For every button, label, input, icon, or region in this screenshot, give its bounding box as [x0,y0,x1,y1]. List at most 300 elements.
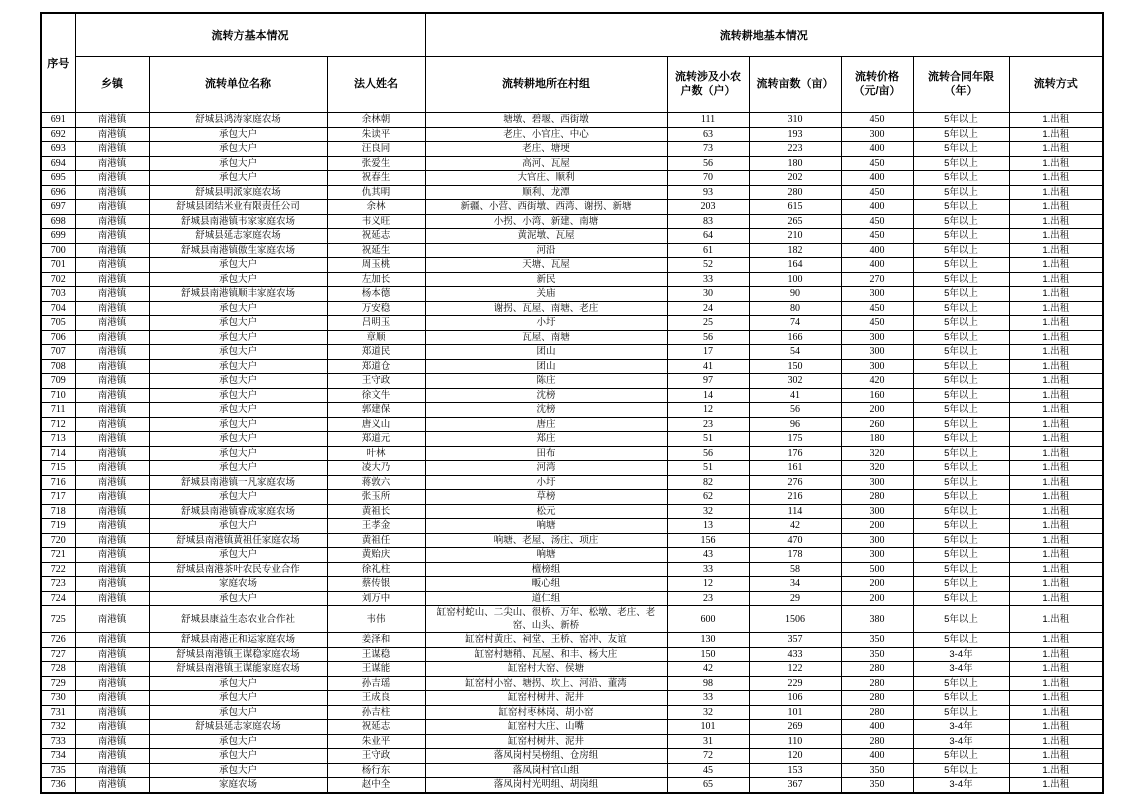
cell-villages: 团山 [425,359,667,374]
cell-mu: 96 [749,417,841,432]
cell-term: 5年以上 [913,705,1009,720]
cell-method: 1.出租 [1009,171,1103,186]
cell-town: 南港镇 [75,676,149,691]
cell-price: 320 [841,446,913,461]
cell-unit-name: 承包大户 [149,519,327,534]
cell-method: 1.出租 [1009,272,1103,287]
cell-households: 17 [667,345,749,360]
cell-serial-no: 703 [41,287,75,302]
cell-serial-no: 723 [41,577,75,592]
cell-villages: 大官庄、顺利 [425,171,667,186]
cell-price: 400 [841,720,913,735]
cell-serial-no: 728 [41,662,75,677]
cell-households: 32 [667,705,749,720]
cell-mu: 223 [749,142,841,157]
cell-term: 5年以上 [913,127,1009,142]
cell-method: 1.出租 [1009,113,1103,128]
cell-price: 450 [841,156,913,171]
table-row [41,504,1103,519]
cell-unit-name: 承包大户 [149,749,327,764]
cell-price: 280 [841,662,913,677]
cell-mu: 34 [749,577,841,592]
cell-town: 南港镇 [75,200,149,215]
cell-mu: 56 [749,403,841,418]
cell-villages: 关庙 [425,287,667,302]
cell-term: 3-4年 [913,734,1009,749]
cell-price: 300 [841,287,913,302]
cell-households: 82 [667,475,749,490]
cell-legal-person: 祝延志 [327,229,425,244]
cell-households: 56 [667,156,749,171]
cell-term: 3-4年 [913,720,1009,735]
cell-term: 5年以上 [913,156,1009,171]
cell-unit-name: 承包大户 [149,691,327,706]
table-row [41,330,1103,345]
cell-town: 南港镇 [75,734,149,749]
cell-villages: 小圩 [425,316,667,331]
cell-term: 5年以上 [913,446,1009,461]
cell-legal-person: 郑道民 [327,345,425,360]
cell-unit-name: 承包大户 [149,734,327,749]
cell-households: 64 [667,229,749,244]
cell-legal-person: 余林 [327,200,425,215]
cell-legal-person: 姜泽和 [327,633,425,648]
cell-price: 350 [841,647,913,662]
cell-legal-person: 朱业平 [327,734,425,749]
cell-legal-person: 孙吉瑶 [327,676,425,691]
cell-serial-no: 716 [41,475,75,490]
cell-term: 5年以上 [913,200,1009,215]
cell-households: 600 [667,606,749,633]
cell-mu: 164 [749,258,841,273]
cell-serial-no: 694 [41,156,75,171]
cell-mu: 216 [749,490,841,505]
cell-town: 南港镇 [75,577,149,592]
cell-method: 1.出租 [1009,606,1103,633]
cell-villages: 落凤岗村官山组 [425,763,667,778]
cell-villages: 落凤岗村光明组、胡岗组 [425,778,667,793]
cell-term: 3-4年 [913,778,1009,793]
cell-town: 南港镇 [75,359,149,374]
cell-method: 1.出租 [1009,127,1103,142]
cell-term: 5年以上 [913,388,1009,403]
cell-mu: 229 [749,676,841,691]
table-row [41,446,1103,461]
table-row [41,591,1103,606]
cell-households: 111 [667,113,749,128]
cell-households: 97 [667,374,749,389]
table-row [41,577,1103,592]
cell-households: 24 [667,301,749,316]
cell-price: 180 [841,432,913,447]
cell-price: 300 [841,475,913,490]
cell-serial-no: 717 [41,490,75,505]
cell-serial-no: 708 [41,359,75,374]
cell-villages: 老庄、小官庄、中心 [425,127,667,142]
cell-villages: 瓦屋、南塘 [425,330,667,345]
table-row [41,142,1103,157]
cell-households: 42 [667,662,749,677]
cell-legal-person: 章顺 [327,330,425,345]
cell-method: 1.出租 [1009,142,1103,157]
cell-price: 280 [841,705,913,720]
cell-villages: 落凤岗村吴榜组、仓房组 [425,749,667,764]
cell-legal-person: 王成良 [327,691,425,706]
cell-households: 72 [667,749,749,764]
cell-town: 南港镇 [75,662,149,677]
cell-households: 51 [667,461,749,476]
cell-serial-no: 706 [41,330,75,345]
cell-unit-name: 承包大户 [149,316,327,331]
cell-town: 南港镇 [75,301,149,316]
table-row [41,287,1103,302]
table-row [41,113,1103,128]
cell-town: 南港镇 [75,171,149,186]
cell-serial-no: 692 [41,127,75,142]
cell-mu: 161 [749,461,841,476]
cell-unit-name: 舒城县南港镇王谋稳家庭农场 [149,647,327,662]
cell-serial-no: 702 [41,272,75,287]
cell-serial-no: 691 [41,113,75,128]
table-row [41,229,1103,244]
cell-legal-person: 王守政 [327,749,425,764]
cell-term: 5年以上 [913,301,1009,316]
cell-serial-no: 730 [41,691,75,706]
cell-price: 300 [841,548,913,563]
table-row [41,490,1103,505]
cell-legal-person: 叶林 [327,446,425,461]
cell-villages: 田布 [425,446,667,461]
cell-villages: 顺利、龙潭 [425,185,667,200]
cell-villages: 响塘 [425,519,667,534]
cell-price: 320 [841,461,913,476]
cell-legal-person: 汪良同 [327,142,425,157]
cell-method: 1.出租 [1009,749,1103,764]
header-col-town: 乡镇 [75,57,149,113]
cell-method: 1.出租 [1009,591,1103,606]
cell-price: 350 [841,763,913,778]
cell-mu: 175 [749,432,841,447]
cell-unit-name: 承包大户 [149,548,327,563]
table-body [41,113,1103,793]
table-row [41,214,1103,229]
table-row [41,374,1103,389]
cell-villages: 高河、瓦屋 [425,156,667,171]
cell-term: 3-4年 [913,662,1009,677]
cell-households: 43 [667,548,749,563]
cell-villages: 沈榜 [425,388,667,403]
cell-town: 南港镇 [75,113,149,128]
cell-serial-no: 736 [41,778,75,793]
cell-legal-person: 祝春生 [327,171,425,186]
cell-serial-no: 714 [41,446,75,461]
table-row [41,475,1103,490]
header-col-price: 流转价格（元/亩） [841,57,913,113]
table-row [41,461,1103,476]
cell-unit-name: 舒城县南港镇韦家家庭农场 [149,214,327,229]
cell-legal-person: 杨行东 [327,763,425,778]
cell-mu: 310 [749,113,841,128]
cell-households: 130 [667,633,749,648]
cell-unit-name: 舒城县南港镇睿成家庭农场 [149,504,327,519]
cell-town: 南港镇 [75,490,149,505]
cell-price: 500 [841,562,913,577]
cell-price: 400 [841,258,913,273]
cell-town: 南港镇 [75,475,149,490]
cell-mu: 29 [749,591,841,606]
cell-legal-person: 王孝金 [327,519,425,534]
cell-legal-person: 祝延生 [327,243,425,258]
cell-legal-person: 韦伟 [327,606,425,633]
table-row [41,359,1103,374]
cell-serial-no: 695 [41,171,75,186]
cell-method: 1.出租 [1009,461,1103,476]
cell-legal-person: 刘万中 [327,591,425,606]
table-row [41,705,1103,720]
cell-unit-name: 承包大户 [149,763,327,778]
cell-method: 1.出租 [1009,432,1103,447]
cell-town: 南港镇 [75,647,149,662]
cell-legal-person: 王谋稳 [327,647,425,662]
cell-serial-no: 701 [41,258,75,273]
cell-households: 25 [667,316,749,331]
cell-legal-person: 黄祖任 [327,533,425,548]
cell-term: 5年以上 [913,577,1009,592]
cell-serial-no: 693 [41,142,75,157]
cell-term: 5年以上 [913,113,1009,128]
cell-method: 1.出租 [1009,647,1103,662]
cell-villages: 河沿 [425,243,667,258]
cell-method: 1.出租 [1009,662,1103,677]
cell-households: 61 [667,243,749,258]
cell-mu: 470 [749,533,841,548]
cell-term: 5年以上 [913,591,1009,606]
cell-town: 南港镇 [75,591,149,606]
cell-term: 5年以上 [913,214,1009,229]
cell-villages: 团山 [425,345,667,360]
table-row [41,720,1103,735]
cell-mu: 80 [749,301,841,316]
cell-price: 450 [841,229,913,244]
cell-mu: 265 [749,214,841,229]
table-row [41,388,1103,403]
cell-legal-person: 郭建保 [327,403,425,418]
cell-legal-person: 张爱生 [327,156,425,171]
cell-households: 101 [667,720,749,735]
cell-price: 450 [841,214,913,229]
cell-term: 5年以上 [913,229,1009,244]
cell-price: 280 [841,734,913,749]
cell-serial-no: 734 [41,749,75,764]
cell-households: 56 [667,446,749,461]
cell-town: 南港镇 [75,562,149,577]
cell-mu: 54 [749,345,841,360]
cell-term: 5年以上 [913,432,1009,447]
cell-price: 300 [841,533,913,548]
cell-term: 5年以上 [913,606,1009,633]
cell-villages: 缸窑村大庄、山嘴 [425,720,667,735]
cell-price: 450 [841,316,913,331]
cell-serial-no: 711 [41,403,75,418]
table-row [41,562,1103,577]
cell-households: 83 [667,214,749,229]
cell-households: 14 [667,388,749,403]
cell-serial-no: 696 [41,185,75,200]
cell-households: 56 [667,330,749,345]
cell-households: 98 [667,676,749,691]
header-columns-row [41,57,1103,113]
cell-mu: 122 [749,662,841,677]
cell-term: 5年以上 [913,359,1009,374]
cell-town: 南港镇 [75,504,149,519]
cell-method: 1.出租 [1009,258,1103,273]
cell-town: 南港镇 [75,316,149,331]
cell-price: 420 [841,374,913,389]
cell-unit-name: 承包大户 [149,171,327,186]
cell-mu: 210 [749,229,841,244]
cell-mu: 100 [749,272,841,287]
cell-term: 5年以上 [913,676,1009,691]
cell-unit-name: 舒城县鸿涛家庭农场 [149,113,327,128]
cell-villages: 响塘 [425,548,667,563]
cell-legal-person: 徐文牛 [327,388,425,403]
cell-households: 73 [667,142,749,157]
cell-method: 1.出租 [1009,720,1103,735]
cell-villages: 松元 [425,504,667,519]
cell-price: 300 [841,345,913,360]
cell-unit-name: 承包大户 [149,432,327,447]
cell-unit-name: 舒城县南港茶叶农民专业合作 [149,562,327,577]
cell-legal-person: 祝延志 [327,720,425,735]
cell-town: 南港镇 [75,214,149,229]
cell-method: 1.出租 [1009,691,1103,706]
cell-price: 160 [841,388,913,403]
cell-mu: 42 [749,519,841,534]
cell-town: 南港镇 [75,403,149,418]
cell-town: 南港镇 [75,258,149,273]
cell-households: 63 [667,127,749,142]
cell-town: 南港镇 [75,417,149,432]
cell-mu: 280 [749,185,841,200]
cell-serial-no: 700 [41,243,75,258]
cell-method: 1.出租 [1009,359,1103,374]
cell-unit-name: 承包大户 [149,374,327,389]
cell-price: 450 [841,185,913,200]
cell-households: 41 [667,359,749,374]
cell-price: 300 [841,504,913,519]
cell-term: 5年以上 [913,519,1009,534]
table-row [41,272,1103,287]
cell-town: 南港镇 [75,142,149,157]
cell-unit-name: 承包大户 [149,301,327,316]
cell-legal-person: 赵中全 [327,778,425,793]
cell-mu: 106 [749,691,841,706]
cell-mu: 166 [749,330,841,345]
cell-villages: 响塘、老屋、汤庄、项庄 [425,533,667,548]
cell-method: 1.出租 [1009,287,1103,302]
header-group-row [41,13,1103,57]
cell-method: 1.出租 [1009,734,1103,749]
cell-serial-no: 707 [41,345,75,360]
cell-term: 5年以上 [913,185,1009,200]
cell-serial-no: 710 [41,388,75,403]
cell-serial-no: 718 [41,504,75,519]
cell-price: 450 [841,301,913,316]
cell-households: 45 [667,763,749,778]
cell-mu: 180 [749,156,841,171]
cell-town: 南港镇 [75,185,149,200]
cell-town: 南港镇 [75,374,149,389]
cell-legal-person: 蒋敦六 [327,475,425,490]
cell-legal-person: 黄祖长 [327,504,425,519]
cell-legal-person: 王守政 [327,374,425,389]
cell-serial-no: 704 [41,301,75,316]
cell-town: 南港镇 [75,446,149,461]
cell-town: 南港镇 [75,519,149,534]
cell-unit-name: 承包大户 [149,330,327,345]
cell-unit-name: 家庭农场 [149,577,327,592]
cell-term: 5年以上 [913,142,1009,157]
cell-serial-no: 733 [41,734,75,749]
cell-price: 200 [841,591,913,606]
cell-town: 南港镇 [75,749,149,764]
table-row [41,316,1103,331]
cell-method: 1.出租 [1009,778,1103,793]
cell-price: 300 [841,127,913,142]
cell-serial-no: 727 [41,647,75,662]
cell-term: 5年以上 [913,475,1009,490]
cell-unit-name: 承包大户 [149,676,327,691]
table-row [41,127,1103,142]
cell-price: 260 [841,417,913,432]
cell-villages: 老庄、塘埂 [425,142,667,157]
table-row [41,734,1103,749]
cell-price: 450 [841,113,913,128]
cell-method: 1.出租 [1009,475,1103,490]
cell-villages: 谢拐、瓦屋、南塘、老庄 [425,301,667,316]
cell-unit-name: 舒城县南港镇一凡家庭农场 [149,475,327,490]
table-row [41,243,1103,258]
cell-town: 南港镇 [75,272,149,287]
cell-town: 南港镇 [75,330,149,345]
cell-term: 5年以上 [913,287,1009,302]
cell-town: 南港镇 [75,243,149,258]
cell-unit-name: 承包大户 [149,446,327,461]
cell-price: 400 [841,171,913,186]
cell-mu: 114 [749,504,841,519]
cell-term: 5年以上 [913,749,1009,764]
cell-mu: 90 [749,287,841,302]
cell-unit-name: 承包大户 [149,359,327,374]
cell-mu: 74 [749,316,841,331]
cell-town: 南港镇 [75,345,149,360]
cell-legal-person: 蔡传银 [327,577,425,592]
cell-unit-name: 舒城县明派家庭农场 [149,185,327,200]
cell-town: 南港镇 [75,691,149,706]
cell-unit-name: 舒城县南港正和运家庭农场 [149,633,327,648]
cell-mu: 269 [749,720,841,735]
cell-price: 200 [841,577,913,592]
cell-villages: 郑庄 [425,432,667,447]
cell-term: 5年以上 [913,171,1009,186]
cell-price: 200 [841,403,913,418]
cell-villages: 沈榜 [425,403,667,418]
table-row [41,171,1103,186]
cell-legal-person: 郑道仓 [327,359,425,374]
cell-legal-person: 朱读平 [327,127,425,142]
cell-method: 1.出租 [1009,185,1103,200]
table-row [41,691,1103,706]
